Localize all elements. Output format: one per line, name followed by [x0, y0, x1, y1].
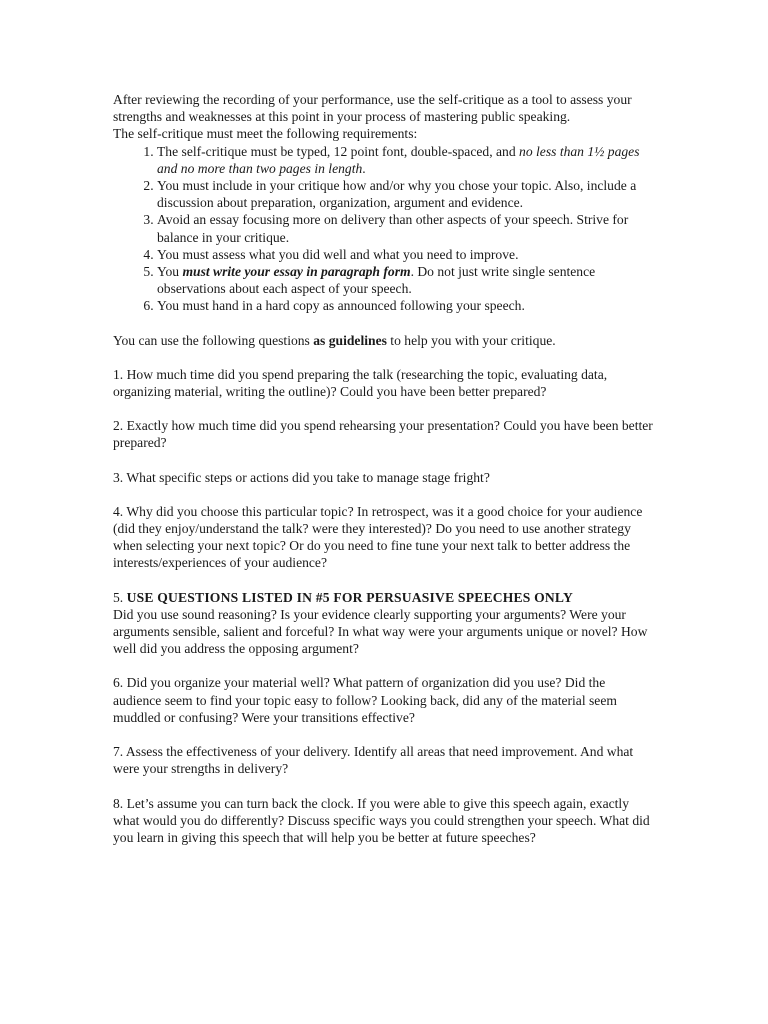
requirement-item: 2. You must include in your critique how and/or why you chose your topic. Also, include a discussion about preparation, organization, argument and evidence.: [157, 177, 653, 211]
requirement-emphasis: no less than 1½ pages and no more than two pages in length: [157, 143, 640, 176]
question-2: 2. Exactly how much time did you spend rehearsing your presentation? Could you have been better prepared?: [113, 418, 653, 451]
requirements-list: [113, 143, 653, 315]
intro-paragraph: After reviewing the recording of your performance, use the self-critique as a tool to assess your strengths and weaknesses at this point in your process of mastering public speaking.: [113, 92, 632, 125]
requirement-item: 6. You must hand in a hard copy as announced following your speech.: [157, 297, 653, 314]
requirement-item: 4. You must assess what you did well and what you need to improve.: [157, 246, 653, 263]
question-1: 1. How much time did you spend preparing the talk (researching the topic, evaluating data, organizing material, writing the outline)? Could you have been better prepared?: [113, 366, 608, 400]
question-5-heading: 5. USE QUESTIONS LISTED IN #5 FOR PERSUASIVE SPEECHES ONLY: [113, 589, 573, 605]
question-8: 8. Let’s assume you can turn back the clock. If you were able to give this speech again, exactly what would you do differently? Discuss specific ways you could strengthen your speech. What did you learn in giving this speech that will help you be better at future speeches?: [113, 795, 650, 845]
guidelines-bold: as guidelines: [313, 332, 387, 348]
question-3: 3. What specific steps or actions did you take to manage stage fright?: [113, 469, 490, 485]
persuasive-heading: USE QUESTIONS LISTED IN #5 FOR PERSUASIVE SPEECHES ONLY: [126, 589, 573, 605]
guidelines-sentence: You can use the following questions as guidelines to help you with your critique.: [113, 332, 556, 348]
question-6: 6. Did you organize your material well? What pattern of organization did you use? Did the audience seem to find your topic easy to follow? Looking back, did any of the material seem muddled or confusing? Were your transitions effective?: [113, 675, 617, 725]
question-5-body: Did you use sound reasoning? Is your evidence clearly supporting your arguments? Were your arguments sensible, salient and forceful? In what way were your arguments unique or novel? How well did you address the opposing argument?: [113, 606, 648, 657]
question-4: 4. Why did you choose this particular topic? In retrospect, was it a good choice for your audience (did they enjoy/understand the talk? were they interested)? Do you need to use another strategy when selecting your next topic? Or do you need to fine tune your next talk to better address the interests/experiences of your audience?: [113, 503, 643, 571]
requirement-item: 1. The self-critique must be typed, 12 point font, double-spaced, and no less than 1½ pages and no more than two pages in length.: [157, 143, 653, 177]
requirement-item: 3. Avoid an essay focusing more on delivery than other aspects of your speech. Strive for balance in your critique.: [157, 211, 653, 245]
question-7: 7. Assess the effectiveness of your delivery. Identify all areas that need improvement. And what were your strengths in delivery?: [113, 744, 634, 777]
requirements-lead: The self-critique must meet the following requirements:: [113, 126, 418, 142]
document-page: [113, 91, 653, 846]
requirement-emphasis: must write your essay in paragraph form: [182, 264, 411, 280]
requirement-item: 5. You must write your essay in paragraph form. Do not just write single sentence observations about each aspect of your speech.: [157, 263, 653, 297]
